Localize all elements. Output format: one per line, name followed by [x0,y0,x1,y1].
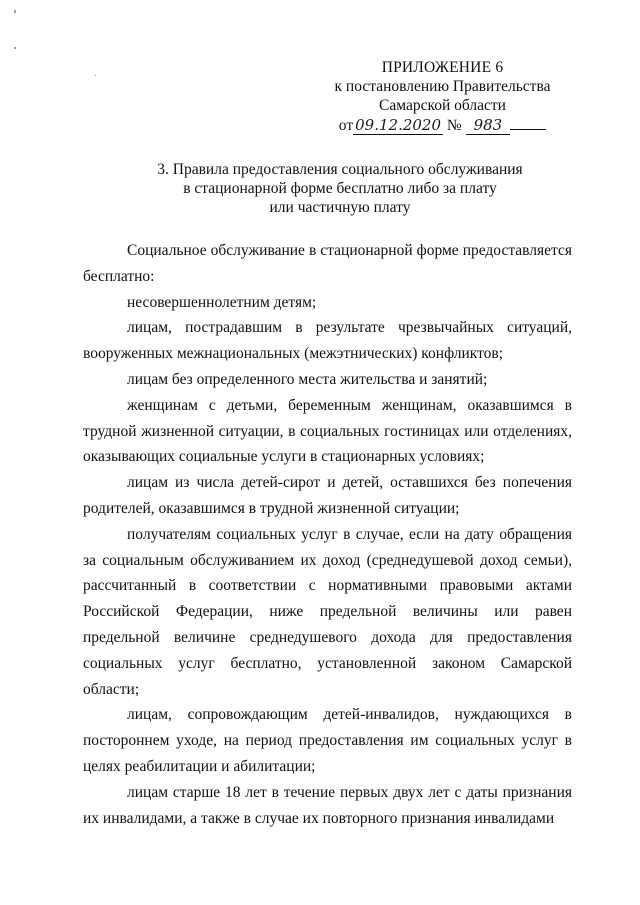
list-item-disabled-adults: лицам старше 18 лет в течение первых двух лет с даты признания их инвалидами, а также в случае их повторного признания инвалидами [83,783,572,827]
section-title-line-3: или частичную плату [269,199,411,216]
list-item-orphans: лицам из числа детей-сирот и детей, оставшихся без попечения родителей, оказавшимся в трудной жизненной ситуации; [83,474,572,517]
from-label: от [338,117,354,134]
list-item-women-children: женщинам с детьми, беременным женщинам, оказавшимся в трудной жизненной ситуации, в социальных гостиницах или отделениях, оказывающих социальные услуги в стационарных условиях; [83,396,572,466]
paragraph-intro: Социальное обслуживание в стационарной форме предоставляется бесплатно: [83,242,572,285]
list-item-minors: несовершеннолетним детям; [127,293,317,311]
number-label: № [446,117,462,134]
handwritten-number: 983 [466,116,511,135]
list-item-emergency-victims: лицам, пострадавшим в результате чрезвычайных ситуаций, вооруженных межнациональных (межэтнических) конфликтов; [83,319,572,363]
appendix-title: ПРИЛОЖЕНИЕ 6 [381,59,504,76]
section-title-line-1: 3. Правила предоставления социального обслуживания [157,161,523,178]
list-item-caregivers: лицам, сопровождающим детей-инвалидов, нуждающихся в постороннем уходе, на период предоставления им социальных услуг в целях реабилитации и абилитации; [83,706,572,775]
section-title [150,160,530,217]
scan-speck [14,47,16,49]
decree-date-number [300,116,585,135]
document-body [83,238,572,831]
appendix-decree-line: к постановлению Правительства [334,78,551,95]
list-item-low-income: получателям социальных услуг в случае, если на дату обращения за социальным обслуживанием их доход (среднедушевой доход семьи), рассчитанный в соответствии с нормативными правовыми актами Российской Федерации, ниже предельной величины или равен предельной величине среднедушевого дохода для предоставления социальных услуг бесплатно, установленной законом Самарской области; [83,525,572,698]
handwritten-date: 09.12.2020 [355,116,442,134]
appendix-region-line: Самарской области [379,97,506,114]
section-title-line-2: в стационарной форме бесплатно либо за плату [183,180,497,197]
number-underline [510,117,546,130]
appendix-header [300,58,585,135]
list-item-homeless: лицам без определенного места жительства и занятий; [127,370,488,388]
scan-speck [95,75,96,76]
scan-speck [14,10,16,13]
